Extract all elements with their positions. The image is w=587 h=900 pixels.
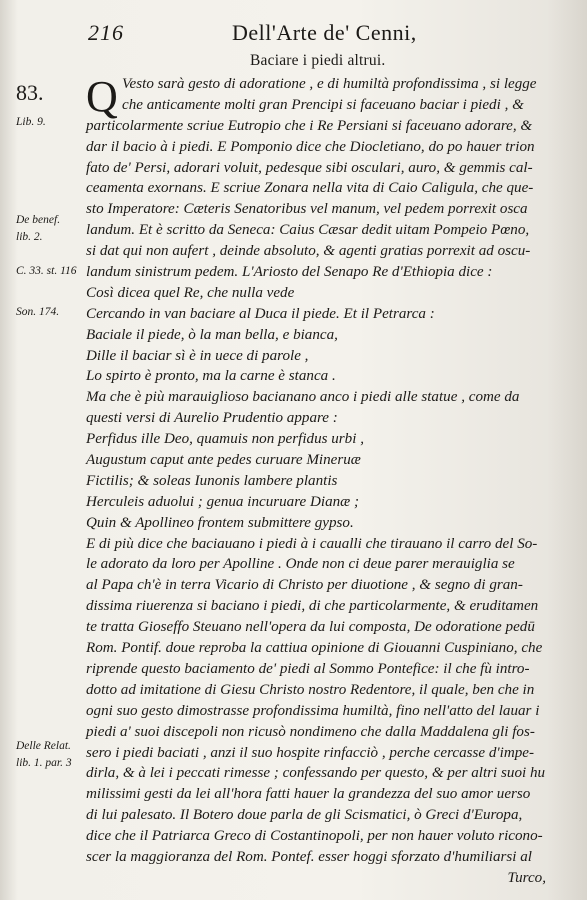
text-line: fato de' Persi, adorari voluit, pedesque sibi osculari, auro, & gemmis cal- — [86, 159, 533, 176]
text-line: particolarmente scriue Eutropio che i Re Persiani si faceuano adorare, & — [86, 117, 533, 134]
page-header — [82, 20, 552, 48]
text-line: Quin & Apollineo frontem submittere gypso. — [86, 514, 354, 531]
text-line: Dille il baciar sì è in uece di parole , — [86, 347, 309, 364]
text-line: questi versi di Aurelio Prudentio appare : — [86, 410, 338, 427]
text-line: landum sinistrum pedem. L'Ariosto del Senapo Re d'Ethiopia dice : — [86, 264, 493, 281]
text-line: Cercando in van baciare al Duca il piede. Et il Petrarca : — [86, 305, 435, 322]
text-line: ogni suo gesto dimostrasse profondissima humiltà, fino nell'atto del lauar i — [86, 702, 540, 719]
margin-note: C. 33. st. 116 — [16, 265, 77, 277]
page-number: 216 — [88, 20, 124, 45]
text-line: Lo spirto è pronto, ma la carne è stanca . — [86, 368, 336, 385]
text-line: Baciale il piede, ò la man bella, e bianca, — [86, 326, 338, 343]
text-line: milissimi gesti da lei all'hora fatti hauer la grandezza del suo amor uerso — [86, 786, 531, 803]
text-line: Augustum caput ante pedes curuare Mineruæ — [86, 452, 361, 469]
text-line: E di più dice che baciauano i piedi à i caualli che tirauano il carro del So- — [86, 535, 538, 552]
text-line: scer la maggioranza del Rom. Pontef. esser hoggi sforzato d'humiliarsi al — [86, 848, 532, 865]
text-line: le adorato da loro per Apolline . Onde non ci deue parer merauiglia se — [86, 556, 515, 573]
text-line: dissima riuerenza si baciano i piedi, di che particolarmente, & eruditamen — [86, 598, 539, 615]
text-line: Rom. Pontif. doue reproba la cattiua opinione di Giouanni Cuspiniano, che — [86, 640, 543, 657]
text-line: di lui palesato. Il Botero doue parla de gli Scismatici, ò Greci d'Europa, — [86, 807, 523, 824]
text-line: al Papa ch'è in terra Vicario di Christo per diuotione , & segno di gran- — [86, 577, 523, 594]
margin-note: Son. 174. — [16, 306, 60, 318]
margin-note: Lib. 9. — [16, 116, 46, 128]
text-line: ceamenta exornans. E scriue Zonara nella vita di Caio Caligula, che que- — [86, 180, 534, 197]
margin-note: Delle Relat. — [16, 740, 71, 752]
text-line: Ma che è più marauiglioso bacianano anco i piedi alle statue , come da — [86, 389, 520, 406]
text-line: Fictilis; & soleas Iunonis lambere plantis — [86, 472, 338, 489]
text-line: che anticamente molti gran Prencipi si faceuano baciar i piedi , & — [122, 96, 524, 113]
margin-note: lib. 1. par. 3 — [16, 757, 72, 769]
running-title: Dell'Arte de' Cenni, — [232, 20, 417, 45]
text-line: sero i piedi baciati , anzi il suo hospite rinfacciò , perche cercasse d'impe- — [86, 744, 534, 761]
text-line: Perfidus ille Deo, quamuis non perfidus urbi , — [86, 431, 364, 448]
text-line: te tratta Gioseffo Steuano nell'opera da lui composta, De odoratione pedū — [86, 619, 535, 636]
text-line: dirla, & à lei i peccati rimesse ; confessando per questo, & per altri suoi hu — [86, 765, 546, 782]
margin-note-number: 83. — [16, 80, 44, 105]
text-line: piedi a' suoi discepoli non ricusò nondimeno che dalla Maddalena gli fos- — [86, 723, 535, 740]
text-line: dice che il Patriarca Greco di Costantinopoli, per non hauer voluto ricono- — [86, 828, 543, 845]
text-line: Vesto sarà gesto di adoratione , e di humiltà profondissima , si legge — [122, 76, 537, 92]
text-line: sto Imperatore: Cæteris Senatoribus vel manum, vel pedem porrexit osca — [86, 201, 528, 218]
text-line: landum. Et è scritto da Seneca: Caius Cæsar dedit uitam Pompeio Pœno, — [86, 222, 530, 239]
margin-note: De benef. — [16, 214, 61, 226]
section-title: Baciare i piedi altrui. — [250, 52, 386, 69]
text-line: dar il bacio à i piedi. E Pomponio dice che Diocletiano, do po hauer trion — [86, 138, 535, 155]
margin-note: lib. 2. — [16, 231, 43, 243]
catchword: Turco, — [507, 869, 546, 886]
body-text — [86, 74, 556, 889]
text-line: Così dicea quel Re, che nulla vede — [86, 284, 295, 301]
text-line: dotto ad imitatione di Giesu Christo nostro Redentore, il quale, ben che in — [86, 681, 535, 698]
text-line: si dat qui non aufert , deinde absoluto, & agenti gratias porrexit ad oscu- — [86, 243, 531, 260]
text-line: riprende questo baciamento de' piedi al Sommo Pontefice: il che fù intro- — [86, 660, 530, 677]
drop-cap: Q — [86, 72, 118, 121]
text-line: Herculeis aduolui ; genua incuruare Dianæ ; — [86, 493, 360, 510]
